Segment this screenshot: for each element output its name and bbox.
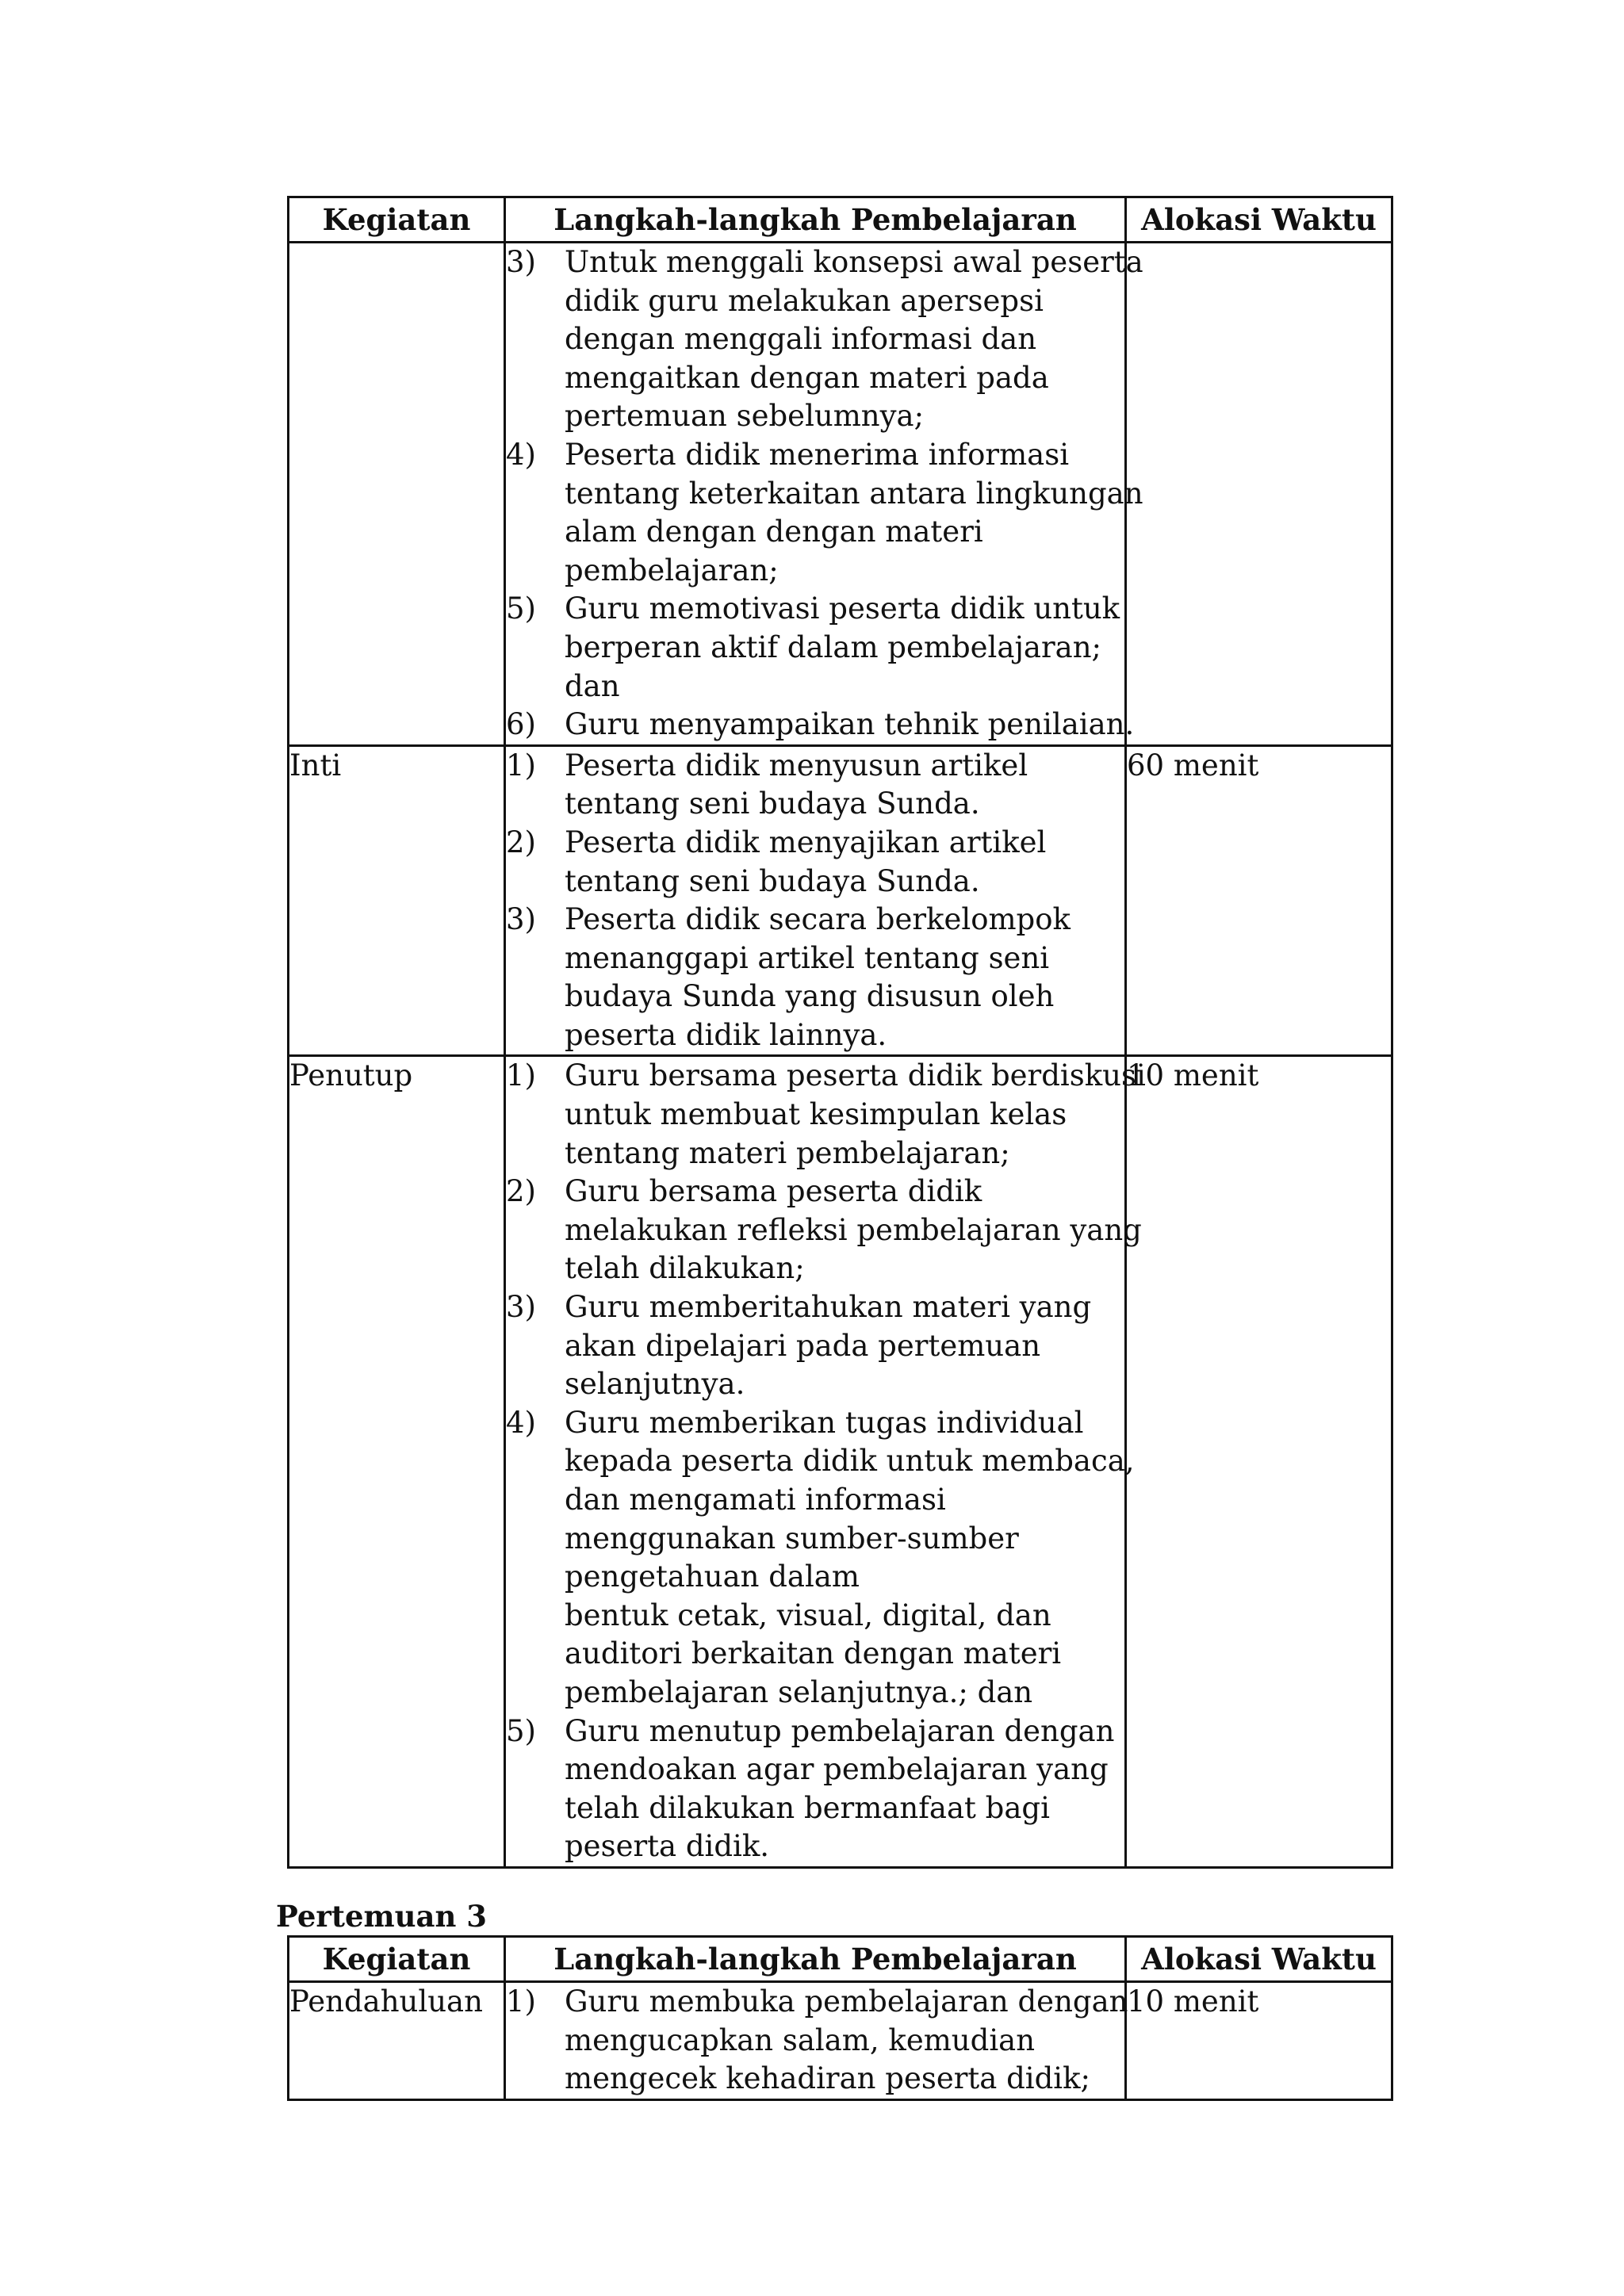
step-text-line: pembelajaran; (565, 553, 779, 587)
header-kegiatan: Kegiatan (289, 1937, 505, 1982)
step-text (565, 1057, 1160, 1173)
step-text (565, 436, 1158, 590)
step-text (565, 824, 1124, 901)
step-item (506, 1404, 1135, 1712)
section-title: Pertemuan 3 (276, 1899, 488, 1934)
steps-list (506, 243, 1143, 744)
header-kegiatan: Kegiatan (289, 197, 505, 243)
step-number: 1) (506, 1058, 536, 1093)
table-row (289, 1982, 1392, 2100)
step-text-line: Peserta didik secara berkelompok (565, 902, 1071, 937)
step-text (565, 1404, 1149, 1712)
step-text-line: Guru menyampaikan tehnik penilaian. (565, 707, 1135, 742)
step-text-line: tentang keterkaitan antara lingkungan (565, 476, 1143, 511)
step-item (506, 1983, 1128, 2099)
step-number: 1) (506, 748, 536, 783)
step-item (506, 706, 1135, 744)
step-number: 2) (506, 825, 536, 859)
step-item (506, 1288, 1124, 1404)
step-text-line: mendoakan agar pembelajaran yang (565, 1752, 1109, 1787)
step-text-line: tentang materi pembelajaran; (565, 1135, 1010, 1170)
step-number: 4) (506, 1405, 536, 1440)
step-text-line: Guru memberikan tugas individual (565, 1405, 1084, 1440)
lesson-steps-table (287, 196, 1393, 1869)
steps-list (506, 1983, 1128, 2099)
steps-list (506, 1057, 1146, 1866)
step-number: 3) (506, 1290, 536, 1325)
step-text (565, 1983, 1142, 2099)
header-alokasi-waktu: Alokasi Waktu (1126, 1937, 1392, 1982)
steps-cell (505, 1982, 1126, 2100)
time-allocation-cell: 10 menit (1126, 1982, 1392, 2100)
time-allocation-cell: 10 menit (1126, 1056, 1392, 1867)
step-number: 5) (506, 591, 536, 626)
step-text-line: mengaitkan dengan materi pada (565, 360, 1049, 395)
step-text-line: tentang seni budaya Sunda. (565, 786, 980, 821)
steps-cell (505, 745, 1126, 1056)
steps-cell (505, 243, 1143, 746)
step-text-line: akan dipelajari pada pertemuan (565, 1328, 1041, 1363)
steps-cell (505, 1056, 1146, 1867)
step-text-line: menanggapi artikel tentang seni (565, 940, 1050, 975)
lesson-steps-table-pertemuan-3 (287, 1935, 1393, 2101)
step-text-line: dengan menggali informasi dan (565, 322, 1037, 357)
step-text-line: Guru membuka pembelajaran dengan (565, 1984, 1128, 2019)
step-text-line: Peserta didik menerima informasi (565, 437, 1070, 472)
step-item (506, 824, 1124, 901)
step-text-line: peserta didik lainnya. (565, 1017, 887, 1052)
step-text (565, 1288, 1124, 1404)
header-alokasi-waktu: Alokasi Waktu (1126, 197, 1392, 243)
step-number: 2) (506, 1174, 536, 1209)
step-text (565, 706, 1148, 744)
step-number: 3) (506, 902, 536, 937)
step-item (506, 590, 1124, 706)
activity-cell: Pendahuluan (289, 1982, 505, 2100)
step-text-line: bentuk cetak, visual, digital, dan (565, 1598, 1051, 1632)
step-text-line: alam dengan dengan materi (565, 515, 983, 549)
step-item (506, 1712, 1124, 1866)
step-text-line: auditori berkaitan dengan materi (565, 1636, 1062, 1671)
step-text-line: Guru memotivasi peserta didik untuk (565, 591, 1120, 626)
step-number: 1) (506, 1984, 536, 2019)
step-text-line: Untuk menggali konsepsi awal peserta (565, 245, 1143, 279)
step-item (506, 436, 1143, 590)
step-text (565, 243, 1158, 436)
step-text (565, 747, 1124, 824)
step-text-line: didik guru melakukan apersepsi (565, 283, 1044, 318)
step-text-line: Guru bersama peserta didik berdiskusi (565, 1058, 1146, 1093)
step-text (565, 590, 1134, 706)
step-text-line: Peserta didik menyajikan artikel (565, 825, 1047, 859)
step-item (506, 747, 1124, 824)
step-text-line: mengecek kehadiran peserta didik; (565, 2061, 1091, 2096)
step-number: 6) (506, 707, 536, 742)
step-text-line: dan (565, 668, 620, 703)
step-number: 4) (506, 437, 536, 472)
step-text-line: pengetahuan dalam (565, 1559, 860, 1594)
step-text-line: Guru memberitahukan materi yang (565, 1290, 1092, 1325)
step-text-line: untuk membuat kesimpulan kelas (565, 1097, 1067, 1132)
step-text-line: pertemuan sebelumnya; (565, 399, 925, 434)
step-text-line: telah dilakukan; (565, 1251, 805, 1286)
step-text-line: Guru bersama peserta didik (565, 1174, 982, 1209)
table-header-row (289, 1937, 1392, 1982)
step-text-line: kepada peserta didik untuk membaca, (565, 1444, 1135, 1479)
table-row (289, 1056, 1392, 1867)
activity-cell: Penutup (289, 1056, 505, 1867)
step-item (506, 1057, 1146, 1173)
step-text-line: dan mengamati informasi (565, 1483, 946, 1517)
step-item (506, 1173, 1142, 1288)
step-text-line: peserta didik. (565, 1829, 770, 1864)
step-text-line: budaya Sunda yang disusun oleh (565, 979, 1055, 1014)
activity-cell (289, 243, 505, 746)
header-langkah: Langkah-langkah Pembelajaran (505, 1937, 1126, 1982)
step-text (565, 1173, 1156, 1288)
step-item (506, 901, 1124, 1054)
step-text-line: berperan aktif dalam pembelajaran; (565, 629, 1102, 664)
step-text-line: melakukan refleksi pembelajaran yang (565, 1212, 1142, 1247)
step-text-line: Peserta didik menyusun artikel (565, 748, 1028, 783)
steps-list (506, 747, 1124, 1055)
activity-cell: Inti (289, 745, 505, 1056)
step-text-line: tentang seni budaya Sunda. (565, 863, 980, 898)
table-row (289, 243, 1392, 746)
table-row (289, 745, 1392, 1056)
header-langkah: Langkah-langkah Pembelajaran (505, 197, 1126, 243)
step-item (506, 243, 1143, 436)
step-text-line: Guru menutup pembelajaran dengan (565, 1713, 1115, 1748)
time-allocation-cell: 60 menit (1126, 745, 1392, 1056)
step-number: 3) (506, 245, 536, 279)
step-text-line: menggunakan sumber-sumber (565, 1521, 1019, 1556)
step-number: 5) (506, 1713, 536, 1748)
time-allocation-cell (1126, 243, 1392, 746)
step-text-line: pembelajaran selanjutnya.; dan (565, 1674, 1033, 1709)
step-text-line: mengucapkan salam, kemudian (565, 2022, 1036, 2057)
step-text (565, 901, 1124, 1054)
step-text (565, 1712, 1128, 1866)
step-text-line: telah dilakukan bermanfaat bagi (565, 1790, 1050, 1825)
step-text-line: selanjutnya. (565, 1367, 745, 1402)
table-header-row (289, 197, 1392, 243)
